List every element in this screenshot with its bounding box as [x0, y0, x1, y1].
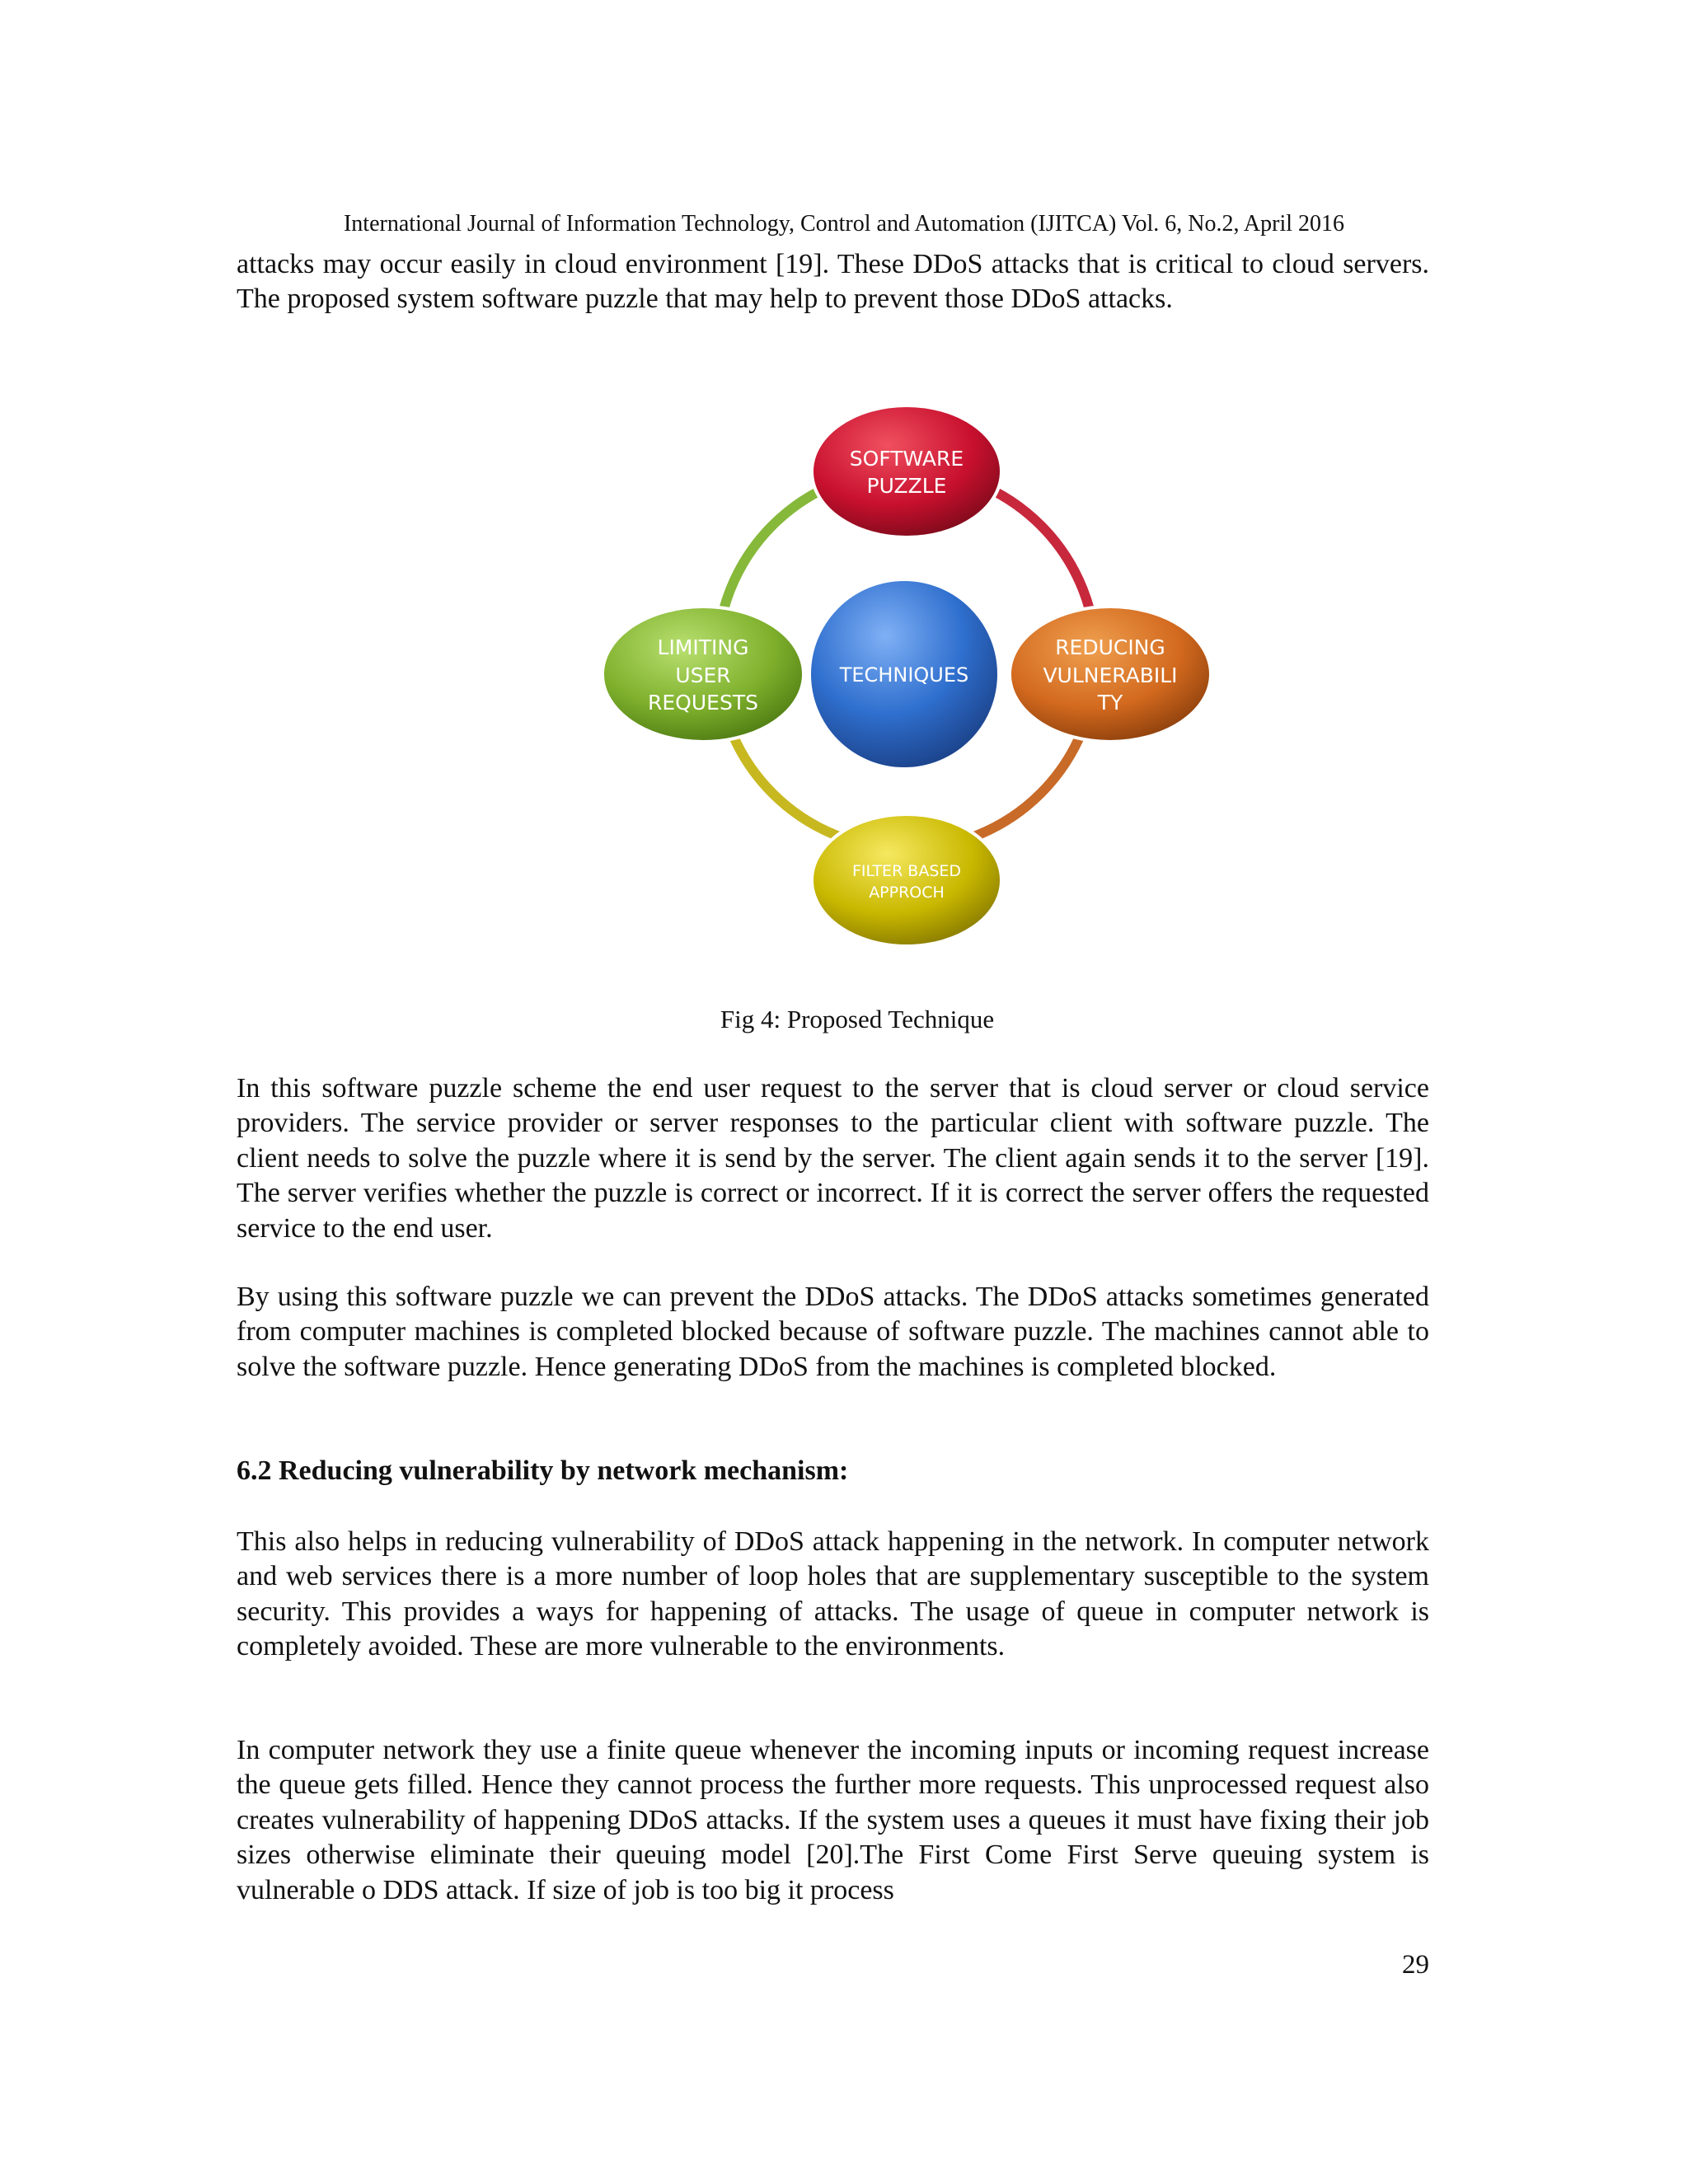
node-reducing-vulnerability-line-2: VULNERABILI: [1043, 663, 1178, 687]
techniques-diagram: [577, 387, 1236, 964]
journal-header: International Journal of Information Technology, Control and Automation (IJITCA) Vol. 6, No.2, April 2016: [343, 211, 1345, 237]
intro-paragraph: attacks may occur easily in cloud environment [19]. These DDoS attacks that is critical to cloud servers. The proposed system software puzzle that may help to prevent those DDoS attacks.: [237, 249, 1429, 315]
node-reducing-vulnerability-line-1: REDUCING: [1055, 635, 1165, 659]
node-software-puzzle-line-1: SOFTWARE: [849, 447, 964, 471]
node-filter-based: [812, 814, 1001, 946]
paragraph-reducing-vulnerability: This also helps in reducing vulnerability of DDoS attack happening in the network. In computer network and web services there is a more number of loop holes that are supplementary susceptible to the system security. This provides a ways for happening of attacks. The usage of queue in computer network is completely avoided. These are more vulnerable to the environments.: [237, 1526, 1429, 1662]
section-heading: 6.2 Reducing vulnerability by network mechanism:: [237, 1455, 849, 1486]
node-filter-based-line-1: FILTER BASED: [851, 862, 962, 880]
page-number: 29: [1402, 1950, 1429, 1980]
node-software-puzzle: [812, 405, 1001, 537]
node-filter-based-line-2: APPROCH: [869, 883, 945, 902]
figure-caption: Fig 4: Proposed Technique: [720, 1005, 995, 1033]
node-reducing-vulnerability-line-3: TY: [1097, 691, 1123, 715]
node-software-puzzle-line-2: PUZZLE: [866, 474, 947, 498]
center-node-label: TECHNIQUES: [839, 663, 969, 687]
techniques-diagram-svg: [577, 387, 1236, 964]
paragraph-software-puzzle: In this software puzzle scheme the end user request to the server that is cloud server or cloud service providers. The service provider or server responses to the particular client with software puzzle. The client needs to solve the puzzle where it is send by the server. The client again sends it to the server [19]. The server verifies whether the puzzle is correct or incorrect. If it is correct the server offers the requested service to the end user.: [237, 1073, 1429, 1244]
node-limiting-line-2: USER: [675, 663, 731, 687]
node-limiting-line-1: LIMITING: [657, 635, 749, 659]
node-limiting-line-3: REQUESTS: [648, 691, 758, 715]
paragraph-finite-queue: In computer network they use a finite queue whenever the incoming inputs or incoming request increase the queue gets filled. Hence they cannot process the further more requests. This unprocessed request also creates vulnerability of happening DDoS attacks. If the system uses a queues it must have fixing their job sizes otherwise eliminate their queuing model [20].The First Come First Serve queuing system is vulnerable o DDS attack. If size of job is too big it process: [237, 1735, 1429, 1905]
paragraph-prevent-ddos: By using this software puzzle we can prevent the DDoS attacks. The DDoS attacks sometimes generated from computer machines is completed blocked because of software puzzle. The machines cannot able to solve the software puzzle. Hence generating DDoS from the machines is completed blocked.: [237, 1282, 1429, 1382]
